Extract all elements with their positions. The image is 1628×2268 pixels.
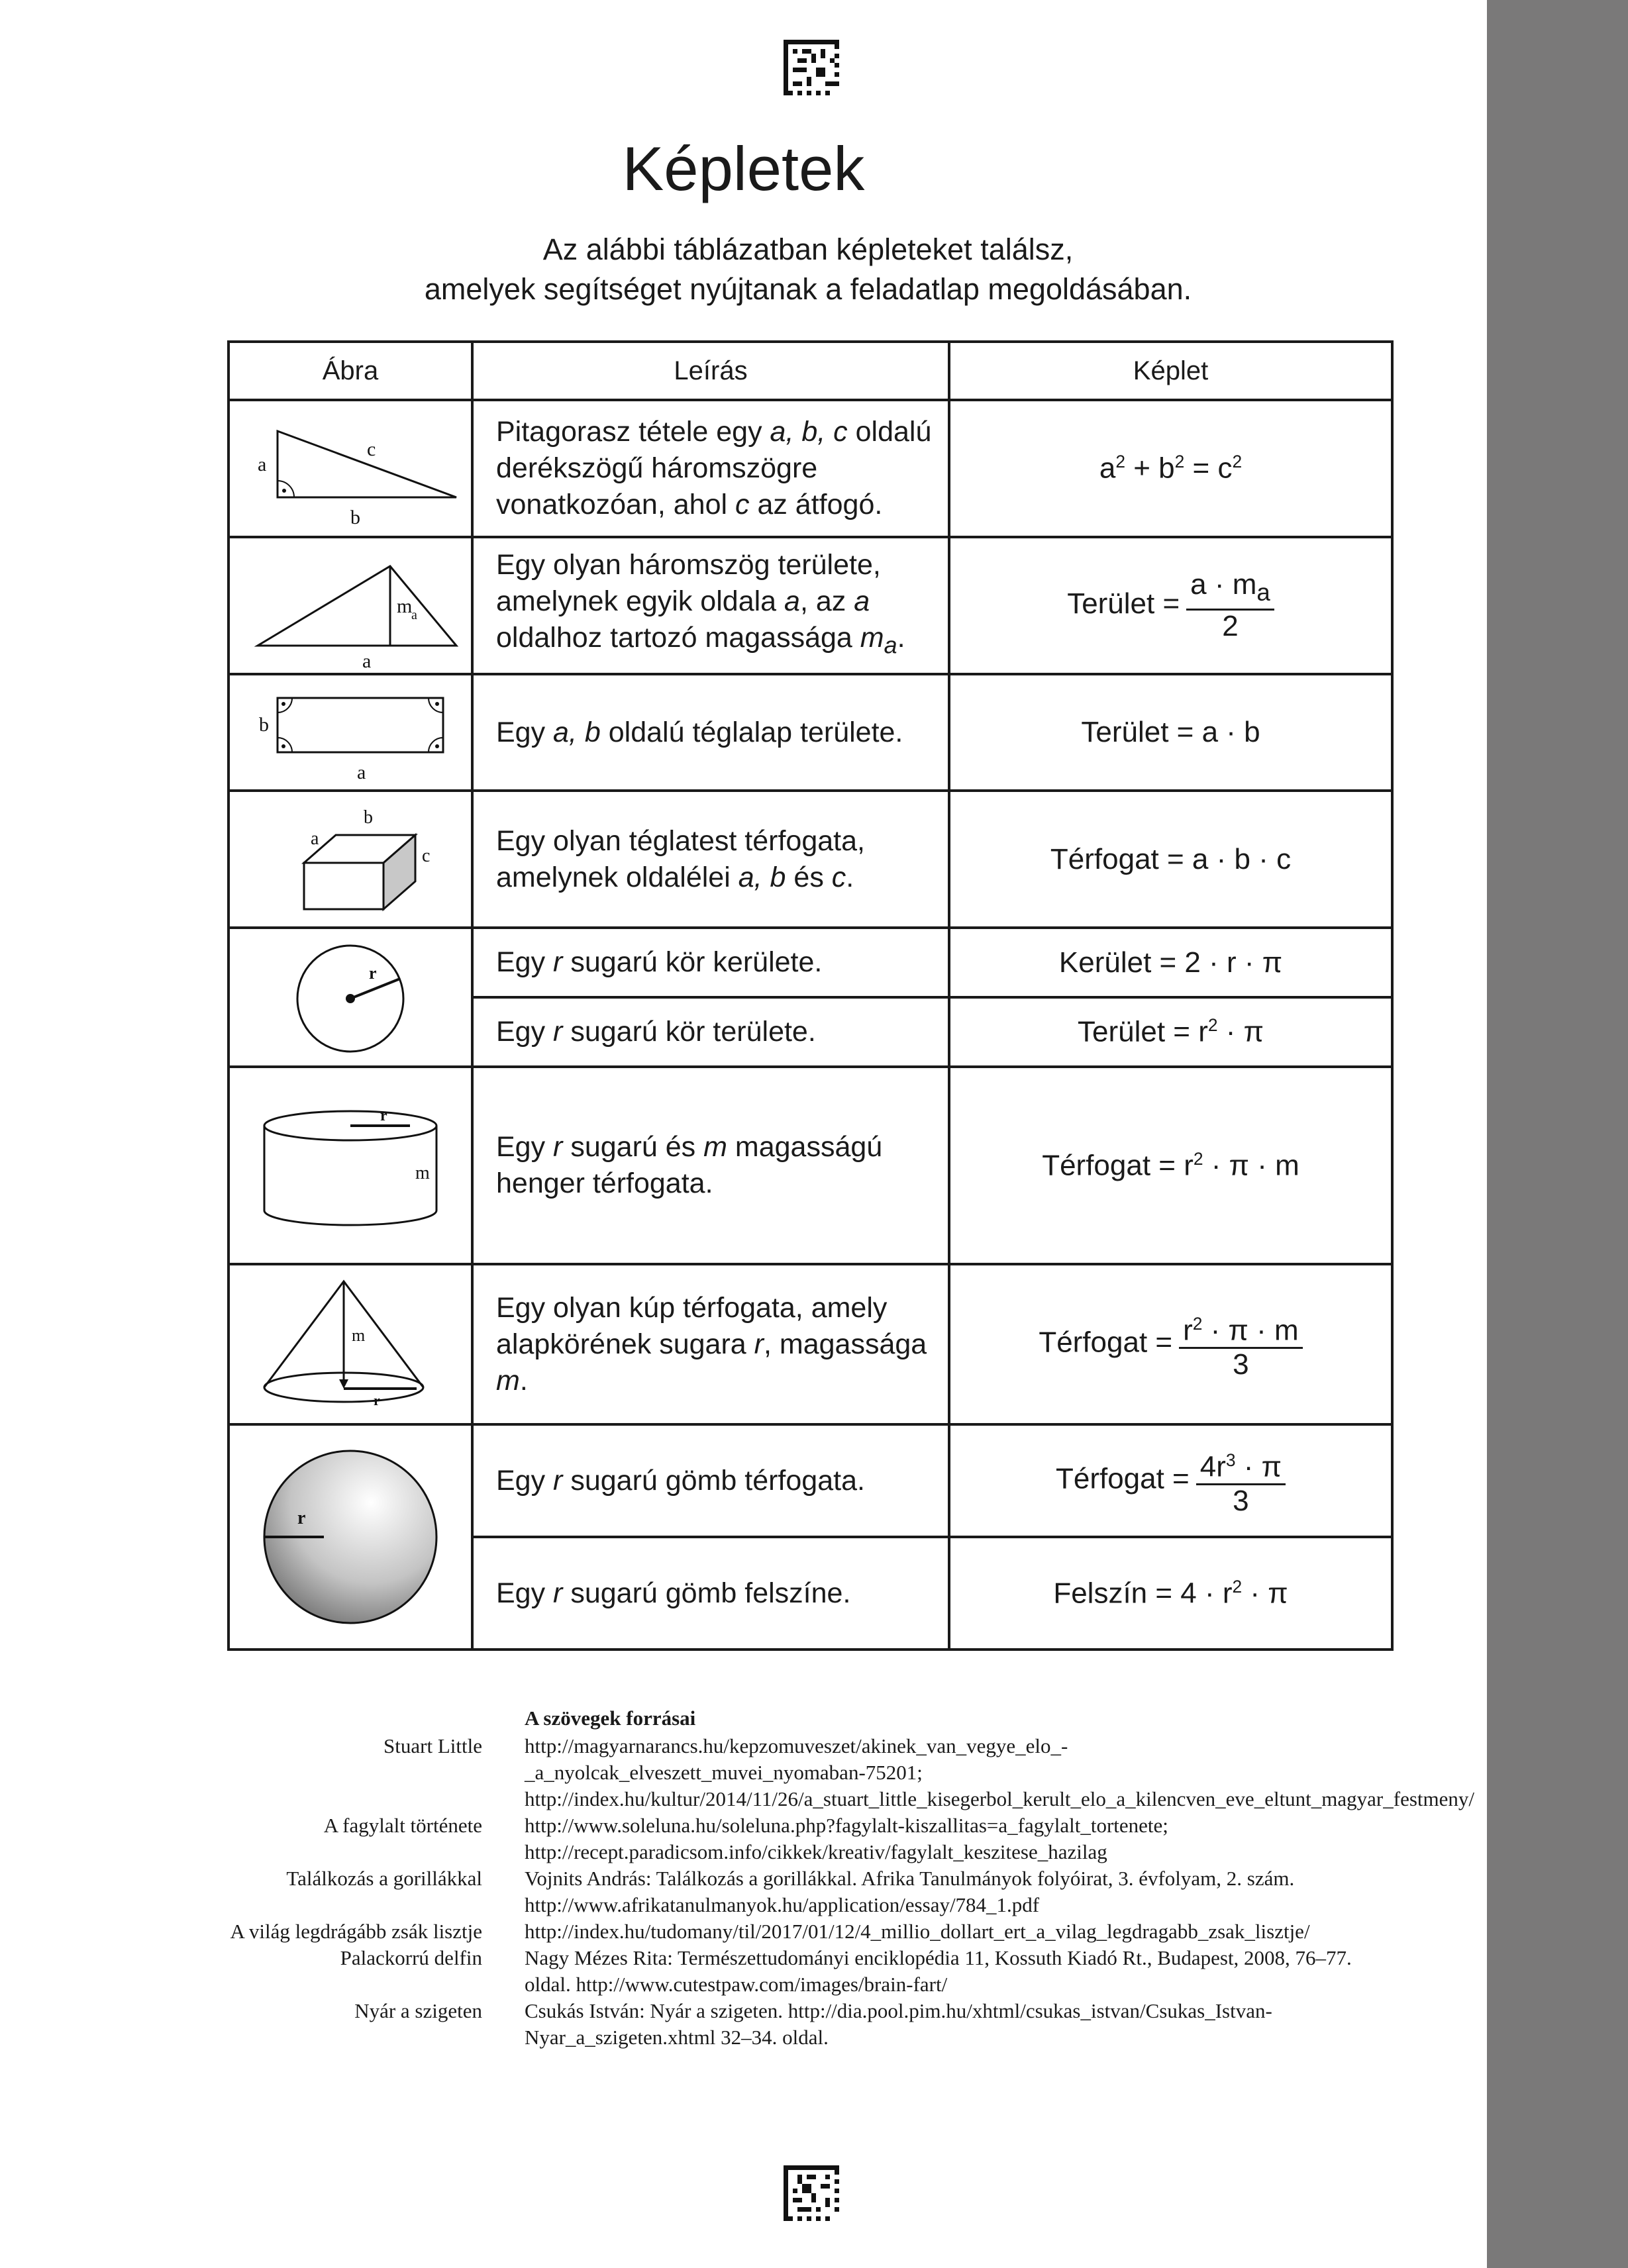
label-b: b bbox=[350, 506, 360, 528]
table-row bbox=[229, 674, 1392, 791]
description-sphere-volume: Egy r sugarú gömb térfogata. bbox=[472, 1424, 949, 1537]
source-text: http://www.soleluna.hu/soleluna.php?fagylalt-kiszallitas=a_fagylalt_tortenete; http://recept.paradicsom.info/cikkek/kreativ/fagylalt_keszitese_hazilag bbox=[525, 1814, 1168, 1863]
triangle-height-figure bbox=[229, 537, 472, 674]
source-label: Találkozás a gorillákkal bbox=[286, 1867, 482, 1890]
label-a: a bbox=[258, 453, 267, 475]
description-cone-volume: Egy olyan kúp térfogata, amely alapkörének sugara r, magassága m. bbox=[472, 1264, 949, 1424]
description-cuboid-volume: Egy olyan téglatest térfogata, amelynek oldalélei a, b és c. bbox=[472, 791, 949, 928]
header-formula: Képlet bbox=[949, 342, 1392, 400]
label-c: c bbox=[367, 438, 376, 460]
label-b: b bbox=[364, 807, 373, 828]
source-text: http://magyarnarancs.hu/kepzomuveszet/akinek_van_vegye_elo_-_a_nyolcak_elveszett_muvei_nyomaban-75201; http://index.hu/kultur/2014/11/26/a_stuart_little_kisegerbol_kerult_elo_a_kilencven_eve_eltunt_magyar_festmeny/ bbox=[525, 1734, 1474, 1810]
intro-line-2: amelyek segítséget nyújtanak a feladatlap megoldásában. bbox=[424, 272, 1192, 306]
label-r: r bbox=[297, 1508, 306, 1528]
formula-circle-area: Terület = $r^2 \cdot \pi$ bbox=[949, 997, 1392, 1067]
formula-triangle-area: Terület = $\frac{a \cdot m_a}{2}$ bbox=[949, 537, 1392, 674]
source-label: A fagylalt története bbox=[323, 1814, 482, 1837]
label-m-sub: a bbox=[411, 607, 417, 622]
intro-line-1: Az alábbi táblázatban képleteket találsz, bbox=[542, 232, 1074, 266]
formula-rectangle-area: Terület = a · b bbox=[949, 674, 1392, 791]
qr-code-top bbox=[784, 40, 839, 95]
description-pythagoras: Pitagorasz tétele egy a, b, c oldalú derékszögű háromszögre vonatkozóan, ahol c az átfogó. bbox=[472, 400, 949, 537]
source-label: Nyár a szigeten bbox=[354, 1999, 482, 2022]
circle-figure bbox=[229, 928, 472, 1067]
source-label: A világ legdrágább zsák lisztje bbox=[230, 1920, 482, 1943]
formula-cylinder-volume: Térfogat = $r^2 \cdot \pi \cdot m$ bbox=[949, 1067, 1392, 1264]
right-triangle-figure bbox=[229, 400, 472, 537]
description-circle-perimeter: Egy r sugarú kör kerülete. bbox=[472, 928, 949, 997]
source-text: http://index.hu/tudomany/til/2017/01/12/4_millio_dollart_ert_a_vilag_legdragabb_zsak_lisztje/ bbox=[525, 1920, 1310, 1943]
fraction: $\frac{a \cdot m_a}{2}$ bbox=[1186, 569, 1274, 642]
label-r: r bbox=[380, 1107, 387, 1124]
fraction: $\frac{r^2 \cdot \pi \cdot m}{3}$ bbox=[1179, 1308, 1303, 1381]
sphere-figure bbox=[229, 1424, 472, 1650]
description-triangle-area: Egy olyan háromszög területe, amelynek egyik oldala a, az a oldalhoz tartozó magassága $m_a$. bbox=[472, 537, 949, 674]
label-c: c bbox=[422, 845, 431, 866]
table-row bbox=[229, 1264, 1392, 1424]
table-row bbox=[229, 791, 1392, 928]
formula-circle-perimeter: Kerület = 2 · r · π bbox=[949, 928, 1392, 997]
formula-cuboid-volume: Térfogat = a · b · c bbox=[949, 791, 1392, 928]
source-label: Palackorrú delfin bbox=[340, 1946, 482, 1969]
header-description: Leírás bbox=[472, 342, 949, 400]
page-edge-gray-bar bbox=[1487, 0, 1628, 2268]
cone-figure bbox=[229, 1264, 472, 1424]
description-cylinder-volume: Egy r sugarú és m magasságú henger térfogata. bbox=[472, 1067, 949, 1264]
label-m: m bbox=[415, 1163, 430, 1183]
source-label: Stuart Little bbox=[383, 1734, 482, 1757]
table-row bbox=[229, 1424, 1392, 1537]
source-text: Nagy Mézes Rita: Természettudományi enciklopédia 11, Kossuth Kiadó Rt., Budapest, 2008, 76–77. oldal. http://www.cutestpaw.com/images/brain-fart/ bbox=[525, 1946, 1352, 1996]
label-m: m bbox=[397, 595, 413, 617]
formula-pythagoras: $a^2 + b^2 = c^2$ bbox=[949, 400, 1392, 537]
source-text: Vojnits András: Találkozás a gorillákkal. Afrika Tanulmányok folyóirat, 3. évfolyam, 2. szám. http://www.afrikatanulmanyok.hu/application/essay/784_1.pdf bbox=[525, 1867, 1295, 1916]
formula-sphere-volume: Térfogat = $\frac{4r^3 \cdot \pi}{3}$ bbox=[949, 1424, 1392, 1537]
label-b: b bbox=[259, 714, 269, 736]
label-r: r bbox=[374, 1392, 380, 1408]
cuboid-figure bbox=[229, 791, 472, 928]
label-a: a bbox=[311, 828, 319, 849]
label-a: a bbox=[357, 762, 366, 783]
table-row bbox=[229, 1067, 1392, 1264]
cylinder-figure bbox=[229, 1067, 472, 1264]
description-sphere-surface: Egy r sugarú gömb felszíne. bbox=[472, 1537, 949, 1650]
formula-sphere-surface: Felszín = $4 \cdot r^2 \cdot \pi$ bbox=[949, 1537, 1392, 1650]
label-r: r bbox=[369, 963, 377, 983]
formula-cone-volume: Térfogat = $\frac{r^2 \cdot \pi \cdot m}{3}$ bbox=[949, 1264, 1392, 1424]
table-header-row bbox=[229, 342, 1392, 400]
table-row bbox=[229, 537, 1392, 674]
qr-code-bottom bbox=[784, 2165, 839, 2221]
table-row bbox=[229, 928, 1392, 997]
header-figure: Ábra bbox=[229, 342, 472, 400]
rectangle-figure bbox=[229, 674, 472, 791]
page-title: Képletek bbox=[622, 134, 865, 203]
fraction: $\frac{4r^3 \cdot \pi}{3}$ bbox=[1196, 1444, 1286, 1517]
label-a: a bbox=[362, 650, 372, 669]
label-m: m bbox=[352, 1326, 366, 1345]
formula-table bbox=[227, 340, 1394, 1651]
sources-heading: A szövegek forrásai bbox=[525, 1706, 696, 1730]
source-text: Csukás István: Nyár a szigeten. http://dia.pool.pim.hu/xhtml/csukas_istvan/Csukas_Istvan-Nyar_a_szigeten.xhtml 32–34. oldal. bbox=[525, 1999, 1272, 2049]
table-row bbox=[229, 400, 1392, 537]
description-rectangle-area: Egy a, b oldalú téglalap területe. bbox=[472, 674, 949, 791]
description-circle-area: Egy r sugarú kör területe. bbox=[472, 997, 949, 1067]
